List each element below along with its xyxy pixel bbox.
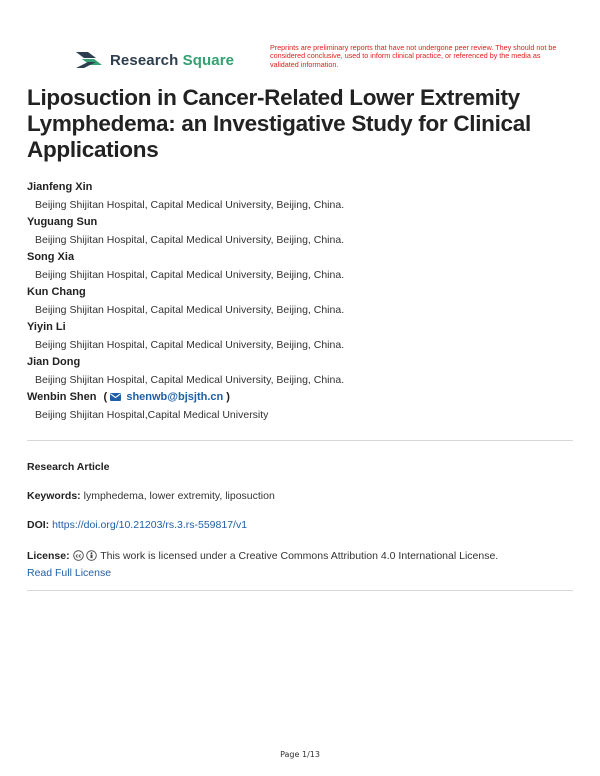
author-entry — [27, 179, 587, 214]
creative-commons-icon — [73, 550, 84, 561]
svg-text:cc: cc — [75, 553, 81, 560]
keywords-row — [27, 490, 275, 502]
preprint-notice: Preprints are preliminary reports that have not undergone peer review. They should not be considered conclusive, used to inform clinical practice, or referenced by the media as validated information. — [270, 43, 557, 69]
attribution-icon — [86, 550, 97, 561]
author-name[interactable]: Wenbin Shen — [27, 391, 97, 403]
author-name[interactable]: Song Xia — [27, 251, 75, 263]
envelope-icon — [110, 393, 121, 401]
author-affiliation: Beijing Shijitan Hospital, Capital Medical University, Beijing, China. — [35, 269, 345, 281]
corresponding-author-entry — [27, 389, 587, 424]
author-entry — [27, 249, 587, 284]
doi-label: DOI: — [27, 519, 50, 531]
license-row — [27, 548, 573, 582]
page-number: Page 1/13 — [280, 750, 320, 759]
read-full-license-link[interactable]: Read Full License — [27, 567, 112, 579]
author-affiliation: Beijing Shijitan Hospital, Capital Medical University, Beijing, China. — [35, 304, 345, 316]
license-label: License: — [27, 550, 70, 562]
research-square-logo[interactable] — [74, 49, 104, 71]
license-text: This work is licensed under a Creative Commons Attribution 4.0 International License. — [100, 550, 499, 562]
author-name[interactable]: Kun Chang — [27, 286, 86, 298]
article-title: Liposuction in Cancer-Related Lower Extremity Lymphedema: an Investigative Study for Clinical Applications — [27, 85, 531, 162]
brand-square: Square — [182, 51, 235, 69]
author-affiliation: Beijing Shijitan Hospital,Capital Medical University — [35, 409, 269, 421]
corresponding-author-name — [27, 389, 587, 406]
author-email-link[interactable]: shenwb@bjsjth.cn — [126, 391, 224, 403]
keywords-label: Keywords: — [27, 490, 81, 502]
author-affiliation: Beijing Shijitan Hospital, Capital Medical University, Beijing, China. — [35, 339, 345, 351]
doi-row — [27, 519, 247, 531]
article-type-label: Research Article — [27, 461, 110, 473]
author-entry — [27, 214, 587, 249]
author-name[interactable]: Jianfeng Xin — [27, 181, 93, 193]
author-entry — [27, 319, 587, 354]
doi-link[interactable]: https://doi.org/10.21203/rs.3.rs-559817/v1 — [52, 519, 248, 531]
brand-name[interactable] — [110, 52, 234, 69]
author-affiliation: Beijing Shijitan Hospital, Capital Medical University, Beijing, China. — [35, 374, 345, 386]
article-type — [27, 461, 110, 473]
section-divider — [27, 590, 573, 591]
author-name[interactable]: Yuguang Sun — [27, 216, 98, 228]
author-entry — [27, 284, 587, 319]
brand-research: Research — [110, 51, 179, 69]
keywords-value: lymphedema, lower extremity, liposuction — [83, 490, 275, 502]
author-name[interactable]: Jian Dong — [27, 356, 81, 368]
author-affiliation: Beijing Shijitan Hospital, Capital Medical University, Beijing, China. — [35, 199, 345, 211]
section-divider — [27, 440, 573, 441]
author-entry — [27, 354, 587, 389]
open-paren: ( — [103, 391, 108, 403]
close-paren: ) — [226, 391, 230, 403]
author-list — [27, 179, 587, 424]
author-name[interactable]: Yiyin Li — [27, 321, 66, 333]
author-affiliation: Beijing Shijitan Hospital, Capital Medical University, Beijing, China. — [35, 234, 345, 246]
site-header — [74, 46, 234, 74]
